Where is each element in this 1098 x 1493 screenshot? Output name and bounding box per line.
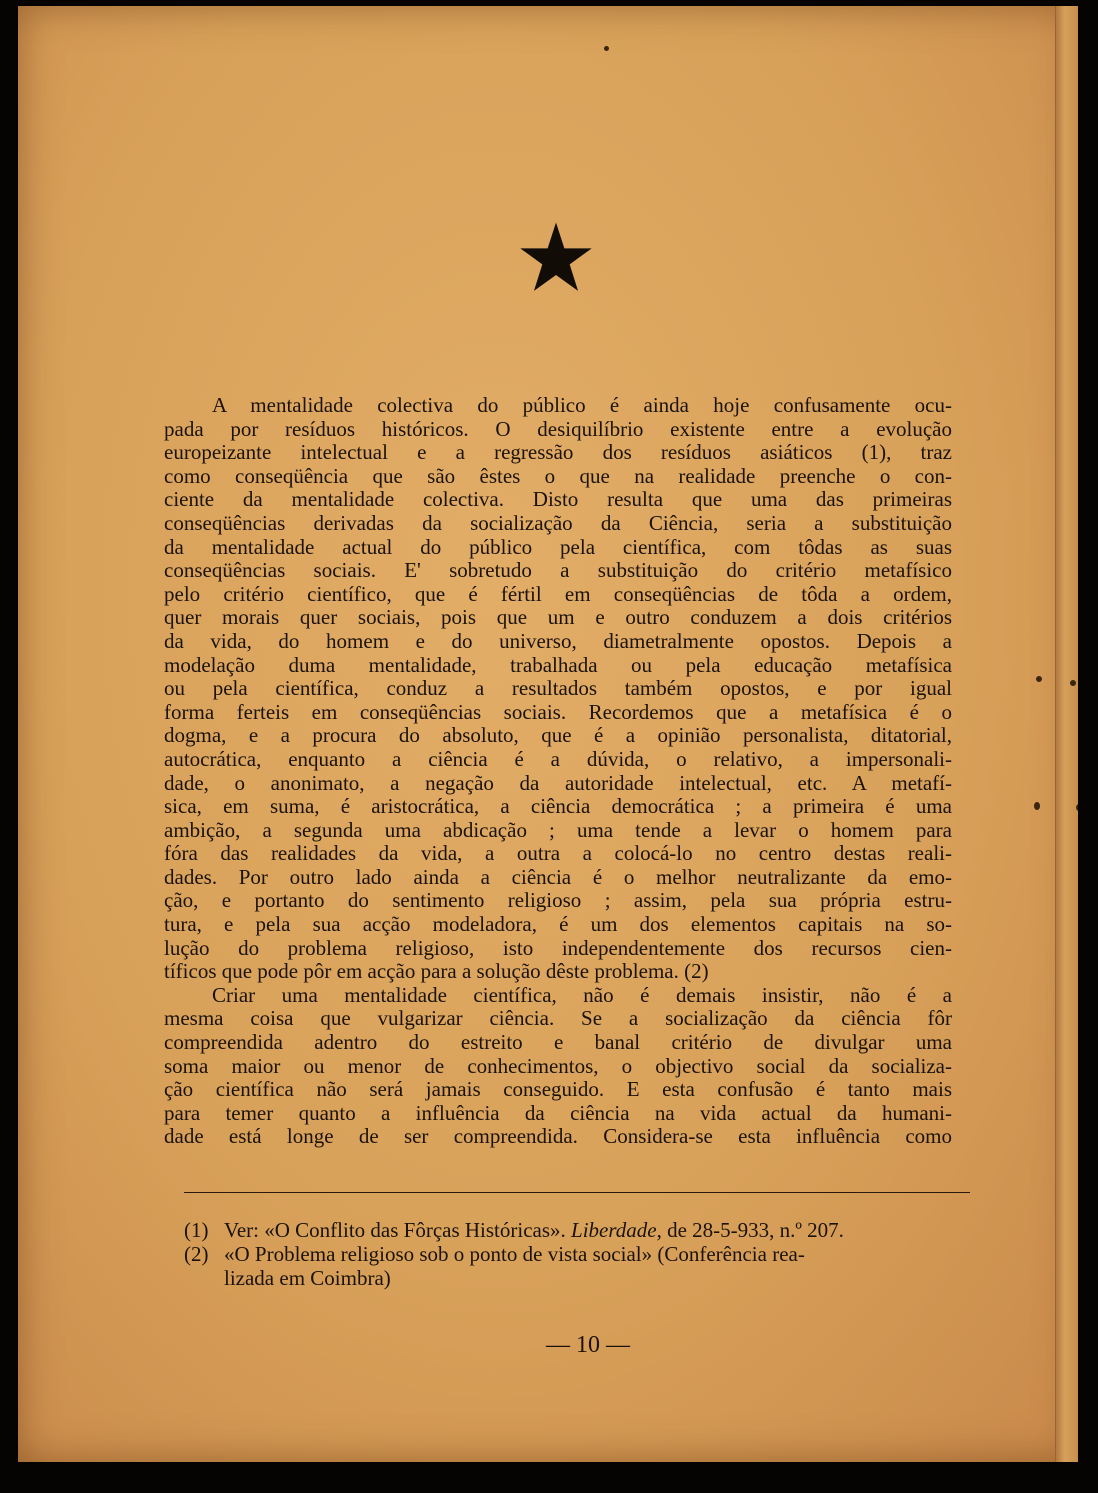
body-line: ção, e portanto do sentimento religioso ; assim, pela sua própria estru-	[164, 888, 952, 913]
body-line: conseqüências sociais. E' sobretudo a substituição do critério metafísico	[164, 558, 952, 583]
body-line: dades. Por outro lado ainda a ciência é o melhor neutralizante da emo-	[164, 864, 952, 889]
star-ornament-svg	[518, 219, 594, 299]
footnote-marker: (2)	[184, 1242, 209, 1266]
body-line: dogma, e a procura do absoluto, que é a opinião personalista, ditatorial,	[164, 723, 952, 748]
body-line: tura, e pela sua acção modeladora, é um dos elementos capitais na so-	[164, 912, 952, 937]
ink-speck	[1036, 676, 1042, 682]
body-line: modelação duma mentalidade, trabalhada ou pela educação metafísica	[164, 652, 952, 677]
body-line: como conseqüência que são êstes o que na realidade preenche o con-	[164, 463, 952, 488]
page-number: — 10 —	[546, 1332, 630, 1358]
star-icon	[518, 219, 594, 299]
body-line: lução do problema religioso, isto independentemente dos recursos cien-	[164, 935, 952, 960]
body-line: A mentalidade colectiva do público é ainda hoje confusamente ocu-	[212, 393, 952, 417]
body-line: da mentalidade actual do público pela científica, com tôdas as suas	[164, 534, 952, 559]
body-line: sica, em suma, é aristocrática, a ciência democrática ; a primeira é uma	[164, 794, 952, 819]
body-line: da vida, do homem e do universo, diametralmente opostos. Depois a	[164, 628, 952, 653]
ink-speck	[604, 46, 609, 51]
ink-speck	[1034, 802, 1040, 810]
footnote-continuation: lizada em Coimbra)	[224, 1266, 391, 1290]
body-line: dade está longe de ser compreendida. Considera-se esta influência como	[164, 1124, 952, 1149]
footnote-text	[224, 1218, 984, 1242]
body-line: pelo critério científico, que é fértil em conseqüências de tôda a ordem,	[164, 581, 952, 606]
footnote-suffix: , de 28-5-933, n.º 207.	[656, 1218, 844, 1242]
body-line: conseqüências derivadas da socialização da Ciência, seria a substituição	[164, 510, 952, 535]
body-line: forma ferteis em conseqüências sociais. Recordemos que a metafísica é o	[164, 699, 952, 724]
footnote-text: «O Problema religioso sob o ponto de vista social» (Conferência rea-	[224, 1242, 805, 1266]
body-line: para temer quanto a influência da ciência na vida actual da humani-	[164, 1100, 952, 1125]
body-line: dade, o anonimato, a negação da autoridade intelectual, etc. A metafí-	[164, 770, 952, 795]
body-line: europeizante intelectual e a regressão dos resíduos asiáticos (1), traz	[164, 440, 952, 465]
body-line: mesma coisa que vulgarizar ciência. Se a socialização da ciência fôr	[164, 1006, 952, 1031]
footnote-divider	[184, 1192, 970, 1193]
ink-speck	[1070, 680, 1076, 686]
body-line: ou pela científica, conduz a resultados também opostos, e por igual	[164, 676, 952, 701]
body-line: ção científica não será jamais conseguido. E esta confusão é tanto mais	[164, 1077, 952, 1102]
body-line: pada por resíduos históricos. O desiquilíbrio existente entre a evolução	[164, 416, 952, 441]
body-line: soma maior ou menor de conhecimentos, o objectivo social da socializa-	[164, 1053, 952, 1078]
footnote-1	[184, 1218, 984, 1242]
footnote-prefix: Ver: «O Conflito das Fôrças Históricas».	[224, 1218, 566, 1242]
body-line: Criar uma mentalidade científica, não é demais insistir, não é a	[212, 982, 952, 1007]
footnote-journal: Liberdade	[571, 1218, 657, 1242]
footnote-marker: (1)	[184, 1218, 209, 1242]
adjacent-page-edge	[1055, 6, 1078, 1462]
body-line: compreendida adentro do estreito e banal critério de divulgar uma	[164, 1030, 952, 1055]
body-line: autocrática, enquanto a ciência é a dúvida, o relativo, a impersonali-	[164, 746, 952, 771]
book-page	[18, 6, 1078, 1462]
body-line: ambição, a segunda uma abdicação ; uma tende a levar o homem para	[164, 817, 952, 842]
body-line: tíficos que pode pôr em acção para a solução dêste problema. (2)	[164, 959, 709, 984]
body-text	[164, 394, 952, 1149]
body-line: ciente da mentalidade colectiva. Disto resulta que uma das primeiras	[164, 487, 952, 512]
ink-speck	[1076, 804, 1078, 811]
body-line: quer morais quer sociais, pois que um e outro conduzem a dois critérios	[164, 605, 952, 630]
body-line: fóra das realidades da vida, a outra a colocá-lo no centro destas reali-	[164, 841, 952, 866]
footnote-2	[184, 1242, 984, 1266]
footnotes	[184, 1218, 984, 1290]
